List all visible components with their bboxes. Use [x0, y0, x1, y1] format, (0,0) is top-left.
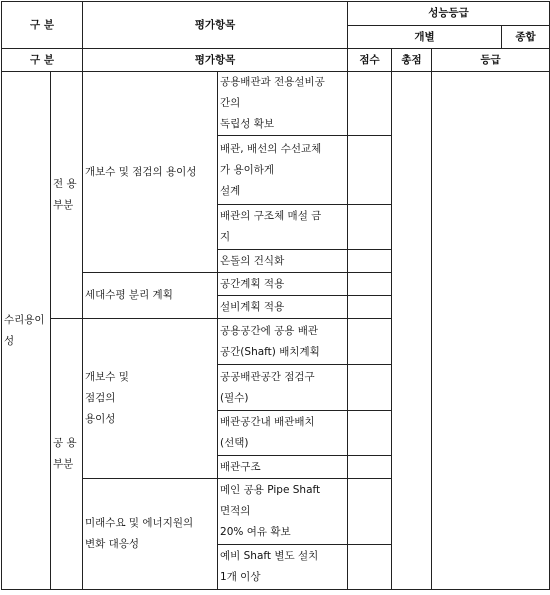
private-group-1-item: 공용배관과 전용설비공 간의 독립성 확보 — [218, 72, 348, 136]
subheader-grade: 등급 — [432, 49, 550, 72]
private-group-2-name: 세대수평 분리 계획 — [83, 273, 218, 319]
private-group-1-name: 개보수 및 점검의 용이성 — [83, 72, 218, 273]
total-cell — [392, 72, 432, 590]
score-cell — [348, 296, 392, 319]
public-area-cell: 공 용 부분 — [51, 319, 83, 590]
public-group-1-item: 배관공간내 배관배치 (선택) — [218, 411, 348, 456]
public-group-2-item: 예비 Shaft 별도 설치 1개 이상 — [218, 545, 348, 590]
header-individual: 개별 — [348, 26, 502, 49]
subheader-eval-item: 평가항목 — [83, 49, 348, 72]
score-cell — [348, 136, 392, 205]
public-group-1-item: 공공배관공간 점검구 (필수) — [218, 365, 348, 411]
header-overall: 종합 — [502, 26, 550, 49]
score-cell — [348, 205, 392, 250]
score-cell — [348, 319, 392, 365]
subheader-total: 총점 — [392, 49, 432, 72]
score-cell — [348, 72, 392, 136]
private-group-2-item: 공간계획 적용 — [218, 273, 348, 296]
score-cell — [348, 365, 392, 411]
private-group-1-item: 온돌의 건식화 — [218, 250, 348, 273]
public-group-1-name: 개보수 및 점검의 용이성 — [83, 319, 218, 479]
private-group-2-item: 설비계획 적용 — [218, 296, 348, 319]
header-performance-grade: 성능등급 — [348, 2, 550, 26]
header-gubun: 구 분 — [2, 2, 83, 49]
private-group-1-item: 배관, 배선의 수선교체 가 용이하게 설계 — [218, 136, 348, 205]
header-eval-item: 평가항목 — [83, 2, 348, 49]
public-group-2-item: 메인 공용 Pipe Shaft 면적의 20% 여유 확보 — [218, 479, 348, 545]
private-group-1-item: 배관의 구조체 매설 금 지 — [218, 205, 348, 250]
subheader-score: 점수 — [348, 49, 392, 72]
evaluation-table — [1, 1, 550, 590]
score-cell — [348, 479, 392, 545]
score-cell — [348, 456, 392, 479]
private-area-cell: 전 용 부분 — [51, 72, 83, 319]
category-cell: 수리용이 성 — [2, 72, 51, 590]
score-cell — [348, 411, 392, 456]
public-group-2-name: 미래수요 및 에너지원의 변화 대응성 — [83, 479, 218, 590]
grade-cell — [432, 72, 550, 590]
score-cell — [348, 273, 392, 296]
public-group-1-item: 공용공간에 공용 배관 공간(Shaft) 배치계획 — [218, 319, 348, 365]
subheader-gubun: 구 분 — [2, 49, 83, 72]
score-cell — [348, 545, 392, 590]
public-group-1-item: 배관구조 — [218, 456, 348, 479]
score-cell — [348, 250, 392, 273]
